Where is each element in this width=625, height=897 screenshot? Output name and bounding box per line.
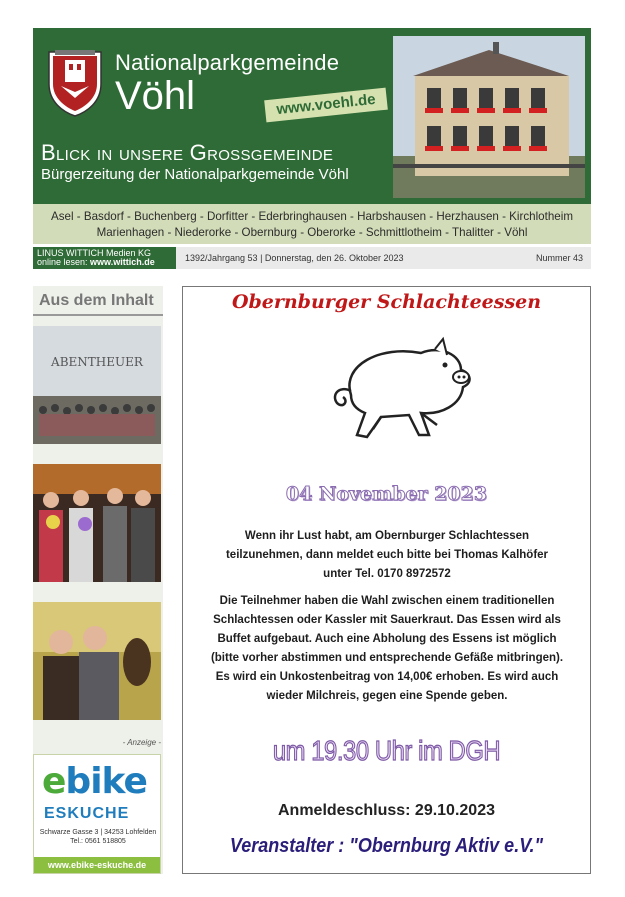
publisher-box [33, 247, 176, 269]
online-read-link[interactable]: www.wittich.de [90, 257, 155, 267]
masthead-subtitle: Bürgerzeitung der Nationalparkgemeinde Vöhl [41, 166, 349, 183]
masthead-title-line1: Nationalparkgemeinde [115, 50, 340, 75]
event-organizer: Veranstalter : "Obernburg Aktiv e.V." [229, 835, 544, 857]
town-hall-photo [393, 36, 585, 198]
event-announcement [182, 286, 591, 874]
ebike-logo-text: bike [65, 761, 147, 802]
group-photo-abentheuer[interactable] [33, 326, 161, 444]
menu-line: Es wird ein Unkostenbeitrag von 14,00€ erhoben. Es wird auch [215, 671, 559, 683]
registration-paragraph [193, 527, 581, 584]
online-read [37, 258, 172, 267]
villages-list [33, 204, 591, 244]
contents-divider [33, 314, 163, 316]
registration-deadline: Anmeldeschluss: 29.10.2023 [277, 802, 495, 819]
menu-paragraph [193, 592, 581, 706]
masthead-url[interactable]: www.voehl.de [264, 88, 388, 123]
menu-line: Buffet aufgebaut. Auch eine Abholung des Essens ist möglich [217, 633, 557, 645]
online-read-prefix: online lesen: [37, 257, 91, 267]
award-photo[interactable] [33, 464, 161, 582]
ad-label: - Anzeige - [122, 738, 161, 747]
issue-info-bar [33, 247, 591, 269]
photo-sign-text: ABENTHEUER [51, 355, 143, 369]
registration-line: Wenn ihr Lust habt, am Obernburger Schlachtessen [244, 530, 530, 542]
publisher-name: LINUS WITTICH Medien KG [37, 248, 152, 258]
ebike-logo-subtext: ESKUCHE [44, 805, 130, 822]
event-time-location: um 19.30 Uhr im DGH [272, 735, 501, 766]
villages-line2: Marienhagen - Niederorke - Obernburg - Oberorke - Schmittlotheim - Thalitter - Vöhl [96, 226, 528, 239]
masthead [33, 28, 591, 204]
menu-line: wieder Milchreis, gegen eine Spende geben. [266, 690, 508, 702]
event-title: Obernburger Schlachteessen [231, 291, 542, 313]
menu-line: (bitte vorher abstimmen und entsprechende Gefäße mitbringen). [210, 652, 564, 664]
contents-title: Aus dem Inhalt [39, 292, 154, 309]
running-pig-illustration [311, 325, 481, 445]
event-date: 04 November 2023 [285, 483, 488, 505]
villages-line1: Asel - Basdorf - Buchenberg - Dorfitter - Ederbringhausen - Harbshausen - Herzhausen - Kirchlotheim [51, 210, 573, 223]
ebike-logo [42, 761, 147, 802]
registration-line: unter Tel. 0170 8972572 [323, 568, 451, 580]
coat-of-arms-icon [45, 46, 105, 118]
ebike-address-line2: Tel.: 0561 518805 [70, 838, 126, 845]
menu-line: Die Teilnehmer haben die Wahl zwischen einem traditionellen [219, 595, 555, 607]
registration-line: teilzunehmen, dann meldet euch bitte bei Thomas Kalhöfer [225, 549, 549, 561]
ebike-logo-e: e [42, 761, 66, 802]
masthead-tagline: Blick in unsere Grossgemeinde [41, 140, 334, 165]
ebike-address [38, 828, 158, 846]
ebike-address-line1: Schwarze Gasse 3 | 34253 Lohfelden [39, 829, 157, 836]
ebike-advertisement[interactable] [33, 754, 161, 874]
falconer-photo[interactable] [33, 602, 161, 720]
issue-date: 1392/Jahrgang 53 | Donnerstag, den 26. Oktober 2023 [185, 253, 404, 263]
menu-line: Schlachtessen oder Kassler mit Sauerkraut. Das Essen wird als [213, 614, 561, 626]
contents-sidebar [33, 286, 163, 874]
masthead-title-line2: Vöhl [115, 74, 196, 118]
issue-number: Nummer 43 [535, 253, 583, 263]
ebike-website-link[interactable]: www.ebike-eskuche.de [34, 857, 160, 873]
